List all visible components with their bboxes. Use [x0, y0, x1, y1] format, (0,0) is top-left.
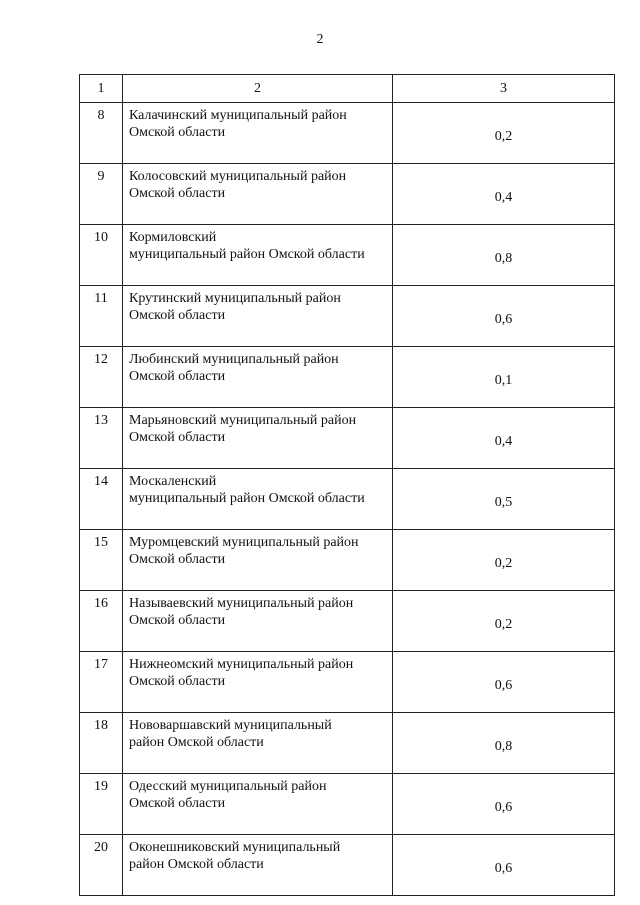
district-name-cell: [123, 286, 393, 347]
table-row: [80, 530, 615, 591]
row-number-cell: 12: [80, 347, 123, 408]
table-row: [80, 652, 615, 713]
value-cell: 0,8: [393, 713, 615, 774]
district-name-cell: [123, 408, 393, 469]
district-name-line-2: муниципальный район Омской области: [129, 247, 365, 262]
row-number-cell: 19: [80, 774, 123, 835]
value-cell: 0,6: [393, 774, 615, 835]
value-cell: 0,6: [393, 286, 615, 347]
district-name-cell: [123, 469, 393, 530]
district-name-cell: [123, 713, 393, 774]
value-cell: 0,2: [393, 530, 615, 591]
value-cell: 0,2: [393, 591, 615, 652]
page-number: 2: [316, 32, 324, 47]
district-name-line-1: Оконешниковский муниципальный: [129, 840, 341, 855]
table-row: [80, 103, 615, 164]
district-name-line-1: Колосовский муниципальный район: [129, 169, 347, 184]
district-name-line-2: муниципальный район Омской области: [129, 491, 365, 506]
district-name-line-2: Омской области: [129, 613, 226, 628]
district-name-line-1: Называевский муниципальный район: [129, 596, 354, 611]
district-name-line-1: Любинский муниципальный район: [129, 352, 339, 367]
district-name-line-2: Омской области: [129, 125, 226, 140]
district-name-cell: [123, 530, 393, 591]
row-number-cell: 14: [80, 469, 123, 530]
district-name-line-1: Марьяновский муниципальный район: [129, 413, 357, 428]
row-number-cell: 17: [80, 652, 123, 713]
header-cell-value: 3: [393, 75, 615, 103]
row-number-cell: 16: [80, 591, 123, 652]
district-name-line-1: Муромцевский муниципальный район: [129, 535, 359, 550]
row-number-cell: 11: [80, 286, 123, 347]
district-name-line-2: Омской области: [129, 674, 226, 689]
district-name-line-1: Нововаршавский муниципальный: [129, 718, 332, 733]
row-number-cell: 15: [80, 530, 123, 591]
district-name-line-2: район Омской области: [129, 857, 264, 872]
district-name-line-1: Кормиловский: [129, 230, 217, 245]
district-name-cell: [123, 225, 393, 286]
value-cell: 0,4: [393, 164, 615, 225]
data-table: [79, 74, 615, 896]
district-name-line-1: Крутинский муниципальный район: [129, 291, 341, 306]
district-name-cell: [123, 103, 393, 164]
table-row: [80, 164, 615, 225]
value-cell: 0,6: [393, 652, 615, 713]
table-header-row: [80, 75, 615, 103]
value-cell: 0,4: [393, 408, 615, 469]
row-number-cell: 10: [80, 225, 123, 286]
value-cell: 0,6: [393, 835, 615, 896]
value-cell: 0,2: [393, 103, 615, 164]
district-name-line-1: Нижнеомский муниципальный район: [129, 657, 354, 672]
table-row: [80, 347, 615, 408]
district-name-line-1: Одесский муниципальный район: [129, 779, 327, 794]
district-name-cell: [123, 774, 393, 835]
district-name-line-2: Омской области: [129, 552, 226, 567]
district-name-line-1: Калачинский муниципальный район: [129, 108, 347, 123]
district-name-cell: [123, 164, 393, 225]
district-name-line-2: Омской области: [129, 369, 226, 384]
row-number-cell: 18: [80, 713, 123, 774]
district-name-line-2: Омской области: [129, 308, 226, 323]
table-row: [80, 225, 615, 286]
row-number-cell: 20: [80, 835, 123, 896]
district-name-line-2: Омской области: [129, 796, 226, 811]
header-cell-number: 1: [80, 75, 123, 103]
district-name-line-2: Омской области: [129, 430, 226, 445]
table-row: [80, 286, 615, 347]
district-name-cell: [123, 591, 393, 652]
header-cell-name: 2: [123, 75, 393, 103]
table-row: [80, 835, 615, 896]
table-row: [80, 713, 615, 774]
table-row: [80, 408, 615, 469]
district-name-line-1: Москаленский: [129, 474, 217, 489]
table-row: [80, 469, 615, 530]
district-name-cell: [123, 835, 393, 896]
value-cell: 0,1: [393, 347, 615, 408]
district-name-line-2: Омской области: [129, 186, 226, 201]
table-body: [80, 75, 615, 896]
table-row: [80, 774, 615, 835]
row-number-cell: 13: [80, 408, 123, 469]
value-cell: 0,8: [393, 225, 615, 286]
row-number-cell: 9: [80, 164, 123, 225]
value-cell: 0,5: [393, 469, 615, 530]
row-number-cell: 8: [80, 103, 123, 164]
district-name-cell: [123, 347, 393, 408]
table-row: [80, 591, 615, 652]
district-name-line-2: район Омской области: [129, 735, 264, 750]
district-name-cell: [123, 652, 393, 713]
